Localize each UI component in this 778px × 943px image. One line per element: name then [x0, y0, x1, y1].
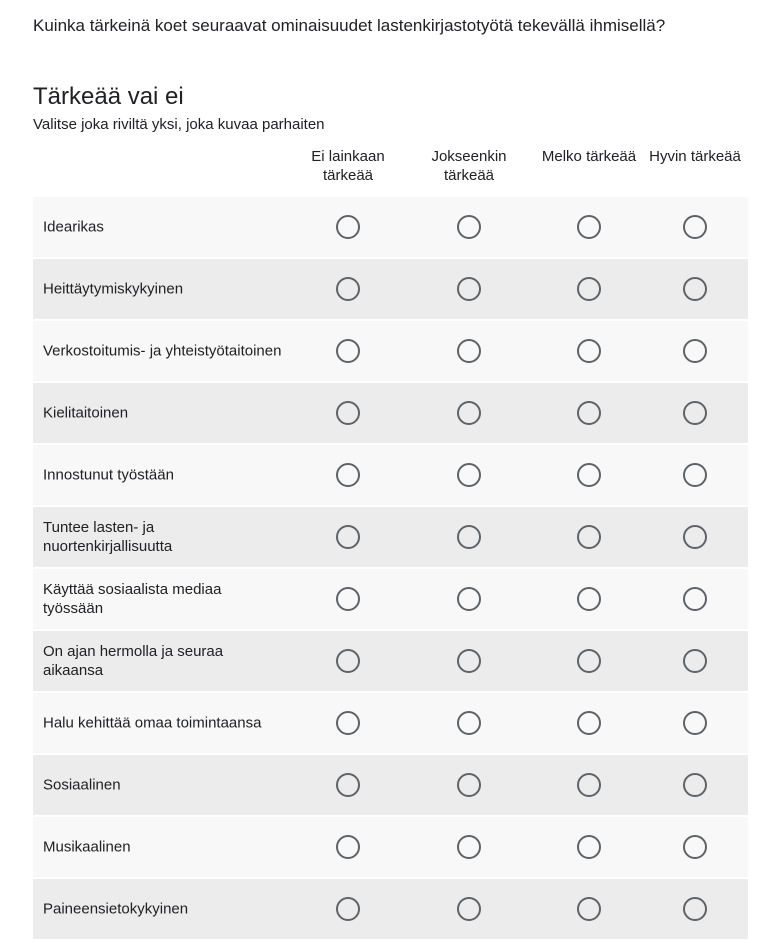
radio-option[interactable] [457, 525, 481, 549]
row-label: Innostunut työstään [43, 466, 174, 484]
radio-option[interactable] [683, 835, 707, 859]
radio-option[interactable] [577, 525, 601, 549]
row-label: Musikaalinen [43, 838, 131, 856]
grid-row [33, 197, 748, 257]
row-label: Idearikas [43, 218, 104, 236]
radio-option[interactable] [683, 773, 707, 797]
column-header-very-important: Hyvin tärkeää [649, 148, 741, 165]
radio-option[interactable] [683, 463, 707, 487]
grid-header-row [33, 145, 748, 197]
section-description: Valitse joka riviltä yksi, joka kuvaa parhaiten [33, 116, 325, 133]
radio-option[interactable] [683, 401, 707, 425]
grid-row [33, 631, 748, 691]
radio-option[interactable] [457, 835, 481, 859]
radio-option[interactable] [457, 649, 481, 673]
column-header-not-important: Ei lainkaan tärkeää [311, 148, 385, 184]
grid-row [33, 445, 748, 505]
radio-option[interactable] [577, 215, 601, 239]
radio-option[interactable] [683, 339, 707, 363]
row-label: On ajan hermolla ja seuraa aikaansa [43, 643, 224, 679]
grid-row [33, 755, 748, 815]
grid-row [33, 879, 748, 939]
row-label: Verkostoitumis- ja yhteistyötaitoinen [43, 342, 282, 360]
radio-option[interactable] [577, 897, 601, 921]
radio-option[interactable] [336, 897, 360, 921]
radio-option[interactable] [577, 339, 601, 363]
radio-option[interactable] [457, 587, 481, 611]
rating-grid [33, 145, 748, 941]
radio-option[interactable] [336, 835, 360, 859]
radio-option[interactable] [336, 339, 360, 363]
row-label: Käyttää sosiaalista mediaa työssään [43, 581, 222, 617]
radio-option[interactable] [457, 215, 481, 239]
radio-option[interactable] [577, 401, 601, 425]
row-label: Kielitaitoinen [43, 404, 129, 422]
radio-option[interactable] [683, 897, 707, 921]
radio-option[interactable] [577, 587, 601, 611]
column-header-quite-important: Melko tärkeää [541, 148, 637, 165]
radio-option[interactable] [577, 835, 601, 859]
radio-option[interactable] [457, 897, 481, 921]
grid-row [33, 507, 748, 567]
row-label: Halu kehittää omaa toimintaansa [43, 714, 262, 732]
grid-row [33, 569, 748, 629]
radio-option[interactable] [457, 339, 481, 363]
radio-option[interactable] [457, 401, 481, 425]
grid-row [33, 383, 748, 443]
radio-option[interactable] [457, 463, 481, 487]
radio-option[interactable] [336, 463, 360, 487]
row-label: Sosiaalinen [43, 776, 121, 794]
radio-option[interactable] [577, 711, 601, 735]
radio-option[interactable] [457, 711, 481, 735]
radio-option[interactable] [577, 773, 601, 797]
radio-option[interactable] [336, 401, 360, 425]
radio-option[interactable] [336, 587, 360, 611]
radio-option[interactable] [683, 711, 707, 735]
radio-option[interactable] [336, 277, 360, 301]
radio-option[interactable] [336, 525, 360, 549]
radio-option[interactable] [683, 277, 707, 301]
row-label: Heittäytymiskykyinen [43, 280, 184, 298]
question-text: Kuinka tärkeinä koet seuraavat ominaisuudet lastenkirjastotyötä tekevällä ihmisellä? [33, 16, 666, 35]
grid-row [33, 259, 748, 319]
radio-option[interactable] [457, 277, 481, 301]
radio-option[interactable] [336, 649, 360, 673]
radio-option[interactable] [577, 649, 601, 673]
section-title: Tärkeää vai ei [33, 83, 184, 110]
radio-option[interactable] [577, 277, 601, 301]
radio-option[interactable] [683, 525, 707, 549]
radio-option[interactable] [336, 215, 360, 239]
column-header-somewhat-important: Jokseenkin tärkeää [431, 148, 507, 184]
radio-option[interactable] [457, 773, 481, 797]
radio-option[interactable] [577, 463, 601, 487]
radio-option[interactable] [683, 215, 707, 239]
row-label: Paineensietokykyinen [43, 900, 189, 918]
grid-row [33, 321, 748, 381]
radio-option[interactable] [336, 773, 360, 797]
radio-option[interactable] [336, 711, 360, 735]
grid-row [33, 693, 748, 753]
grid-row [33, 817, 748, 877]
radio-option[interactable] [683, 649, 707, 673]
row-label: Tuntee lasten- ja nuortenkirjallisuutta [43, 519, 173, 555]
radio-option[interactable] [683, 587, 707, 611]
